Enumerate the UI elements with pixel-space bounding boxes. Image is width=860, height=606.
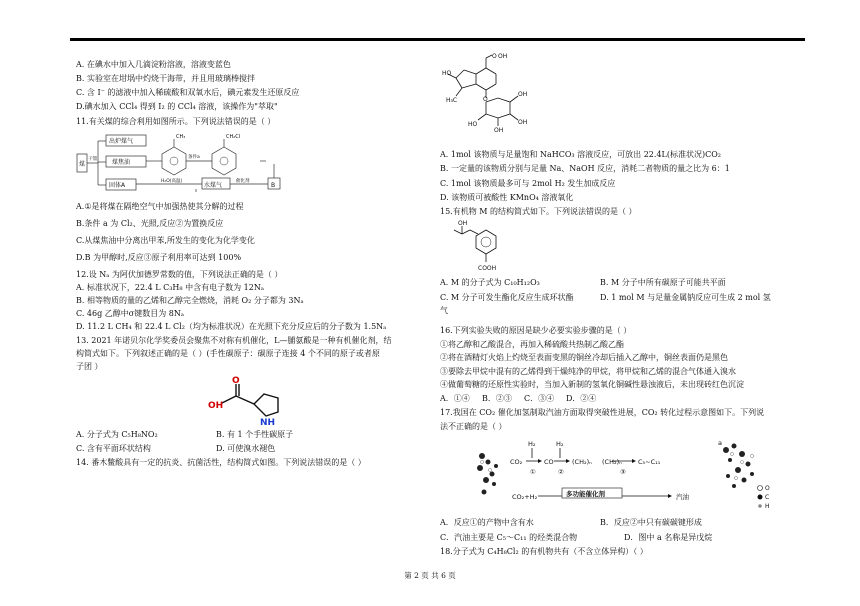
proline-structure [206,376,296,428]
q18-stem: 18.分子式为 C₄H₈Cl₂ 的有机物共有（不含立体异构）（ ） [440,547,648,556]
q10-option-a: A. 在碘水中加入几滴淀粉溶液，溶液变蓝色 [76,60,231,69]
legend-c: C [765,494,770,501]
coal-utilization-diagram [76,132,316,194]
h2-label-2: H₂ [556,440,564,448]
hydroxyl-label: OH [208,401,224,411]
q13-option-a: A. 分子式为 C₅H₈NO₂ [76,430,158,439]
q16-option-d: D．②④ [566,394,597,403]
dry-distillation-label: 干馏 [88,157,97,162]
sugar-oh-left-label: HO [468,121,478,128]
step-1-label: ① [530,468,536,476]
q17-option-b: B．反应②中只有碳碳键形成 [600,518,702,527]
condition-a-label: 条件a [188,155,200,160]
carboxyl-label: O [492,53,497,60]
methyl-label: H₃C [446,97,458,104]
steam-label: H₂O(高温) [161,179,183,184]
m-carboxyl-label: COOH [478,265,497,272]
q11-option-b: B.条件 a 为 Cl₂、光照,反应②为置换反应 [76,219,224,228]
compound-m-structure [446,220,516,272]
catalyst-label: 催化剂 [236,179,250,184]
page-footer: 第 2 页 共 6 页 [404,571,456,580]
q15-stem: 15.有机物 M 的结构简式如下。下列说法错误的是（ ） [440,207,637,216]
step-2-label: ② [558,468,564,476]
sugar-oh-bottom-label: OH [494,127,504,132]
q14-option-b: B. 一定量的该物质分别与足量 Na、NaOH 反应，消耗二者物质的量之比为 6：1 [440,164,730,173]
sugar-oh-right-label: OH [518,119,528,126]
q12-stem: 12.设 Nₐ 为阿伏加德罗常数的值，下列说法正确的是（ ） [76,270,283,279]
step-3-label: ③ [620,468,626,476]
q15-option-d-wrap: 气 [440,306,448,315]
q16-option-b: B．②③ [482,394,512,403]
q10-option-d: D.碘水加入 CCl₄ 得到 I₂ 的 CCl₄ 溶液，该操作为"萃取" [76,102,278,111]
catalyst-label: 多功能催化剂 [566,490,605,498]
q16-option-c: C．③④ [524,394,555,403]
gasoline-label: 汽油 [676,493,689,501]
q13-stem-line1: 13. 2021 年诺贝尔化学奖委员会聚焦不对称有机催化，L—脯氨酸是一种有机催化剂，结 [76,336,392,345]
q11-option-a: A.①是将煤在隔绝空气中加强热使其分解的过程 [76,202,244,211]
q12-option-a: A. 标准状况下，22.4 L C₃H₈ 中含有电子数为 12Nₐ [76,283,264,292]
q13-stem-line2: 构简式如下。下列叙述正确的是（ ）(手性碳原子：碳原子连接 4 个不同的原子或者原 [76,349,380,358]
q13-stem-line3: 子团 ） [76,362,103,371]
q11-stem: 11.有关煤的综合利用如图所示。下列说法错误的是（ ） [76,117,276,126]
q15-option-d: D. 1 mol M 与足量金属钠反应可生成 2 mol 氢 [600,293,771,302]
h2-label-1: H₂ [528,440,536,448]
ch2n-label-2: (CH₂)ₙ [602,458,622,466]
amine-label: NH [260,418,276,428]
q13-option-c: C. 含有平面环状结构 [76,444,151,453]
q12-option-d: D. 11.2 L CH₄ 和 22.4 L Cl₂（均为标准状况）在光照下充分反应后的分子数为 1.5Nₐ [76,322,387,331]
co2-label: CO₂ [510,458,523,466]
ch2n-label: (CH₂)ₙ [572,458,592,466]
q16-item-3: ③要除去甲烷中混有的乙烯得到干燥纯净的甲烷，将甲烷和乙烯的混合气体通入溴水 [440,367,736,376]
q17-option-a: A．反应①的产物中含有水 [440,518,534,527]
q15-option-c: C. M 分子可发生酯化反应生成环状酯 [440,293,574,302]
header-rule [70,38,805,41]
q16-option-a: A．①④ [440,394,470,403]
q14-stem: 14. 番木鳖酸具有一定的抗炎、抗菌活性，结构简式如图。下列说法错误的是（ ） [76,458,366,467]
chloromethyl-label: CH₂Cl [226,134,241,140]
q14-option-c: C. 1mol 该物质最多可与 2mol H₂ 发生加成反应 [440,179,616,188]
carboxyl-oh-label: OH [498,53,508,60]
legend-h: H [765,503,770,510]
methyl-label: CH₃ [176,134,186,140]
carbonyl-o-label: O [232,376,240,386]
sugar-ch2oh-label: OH [518,91,528,98]
q10-option-c: C. 含 I⁻ 的滤液中加入稀硫酸和双氧水后，碘元素发生还原反应 [76,88,300,97]
loganic-acid-structure [442,52,552,132]
m-hydroxyl-label: OH [458,220,468,227]
q12-option-b: B. 相等物质的量的乙烯和乙醇完全燃烧，消耗 O₂ 分子都为 3Nₐ [76,296,304,305]
molecule-a-label: a [718,439,722,447]
q17-stem-line2: 法不正确的是（ ） [440,422,507,431]
coal-tar-label: 煤焦油 [112,159,131,166]
water-gas-label: 水煤气 [204,182,223,189]
q16-item-4: ④做葡萄糖的还原性实验时，当加入新制的氢氧化铜碱性悬浊液后，未出现砖红色沉淀 [440,380,744,389]
q14-option-a: A. 1mol 该物质与足量饱和 NaHCO₃ 溶液反应，可放出 22.4L(标准状况)CO₂ [440,150,721,159]
q16-item-1: ①将乙醇和乙酸混合，再加入稀硫酸共热制乙酸乙酯 [440,340,624,349]
co2-conversion-diagram [472,436,778,514]
q11-option-d: D.B 为甲醇时,反应③原子利用率可达到 100% [76,253,242,262]
q10-option-b: B. 实验室在坩埚中灼烧干海带，并且用玻璃棒搅拌 [76,74,255,83]
c5-c11-label: C₅~C₁₁ [638,458,661,466]
q17-option-c: C．汽油主要是 C₅～C₁₁ 的烃类混合物 [440,533,578,542]
feed-label: CO₂+H₂ [512,493,538,501]
q13-option-d: D. 可使溴水褪色 [216,444,276,453]
product-b-label: B [271,182,276,189]
q17-option-d: D．图中 a 名称是异戊烷 [624,533,713,542]
q11-option-c: C.从煤焦油中分离出甲苯,所发生的变化为化学变化 [76,236,255,245]
solid-a-label: 固体A [109,182,126,189]
coal-label: 煤 [79,161,86,168]
q13-option-b: B. 有 1 个手性碳原子 [216,430,294,439]
q17-stem-line1: 17.我国在 CO₂ 催化加氢制取汽油方面取得突破性进展，CO₂ 转化过程示意图如下。下列说 [440,408,765,417]
q14-option-d: D. 该物质可被酸性 KMnO₄ 溶液氧化 [440,193,574,202]
q15-option-a: A. M 的分子式为 C₁₀H₁₂O₃ [440,278,540,287]
q12-option-c: C. 46g 乙醇中σ键数目为 8Nₐ [76,309,184,318]
q16-stem: 16.下列实验失败的原因是缺少必要实验步骤的是（ ） [440,326,632,335]
ether-o-label: O [483,96,488,103]
legend-o: O [765,485,770,492]
q16-item-2: ②将在酒精灯火焰上灼烧至表面变黑的铜丝冷却后插入乙醇中，铜丝表面仍是黑色 [440,353,728,362]
q15-option-b: B. M 分子中所有碳原子可能共平面 [600,278,726,287]
co-label: CO [544,458,554,466]
ring-hydroxyl-label: HO [442,70,452,77]
coke-oven-gas-label: 出炉煤气 [109,138,134,145]
